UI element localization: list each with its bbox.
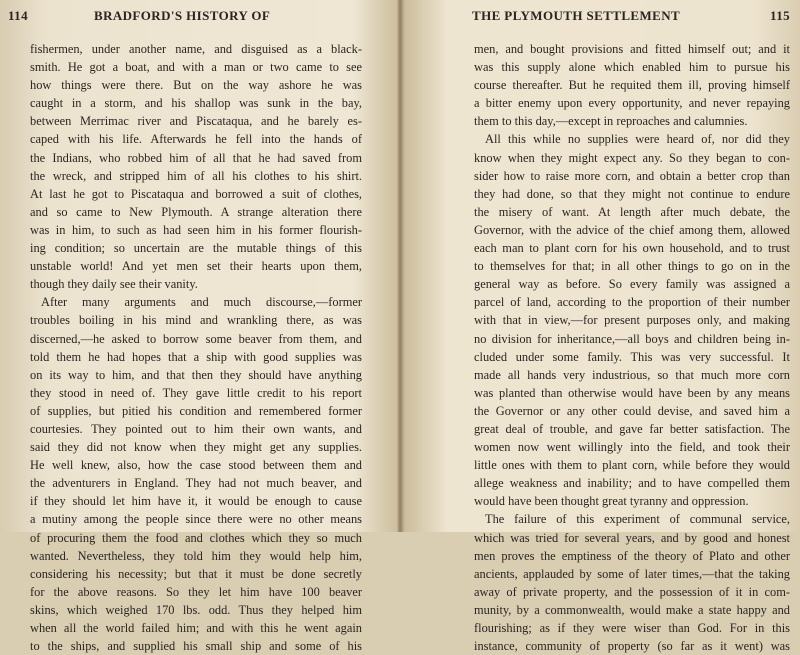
text-line: unstable world! And yet men set their hearts upon them, (30, 259, 362, 274)
text-line: and so came to New Plymouth. A strange alteration there (30, 204, 362, 219)
text-line: munity, by a commonwealth, would make a state happy and (474, 602, 790, 617)
left-page (0, 0, 398, 654)
text-line: between Merrimac river and Piscataqua, and he barely es- (30, 114, 362, 129)
text-line: caught in a storm, and his shallop was sunk in the bay, (30, 96, 362, 111)
text-line: was in him, to such as had seen him in his former flourish- (30, 222, 362, 237)
text-line: with that in view,—for present purposes only, and making (474, 313, 790, 328)
text-line: they stood in need of. They gave little credit to his report (30, 385, 362, 400)
text-line: of supplies, but pitied his condition and remembered former (30, 403, 362, 418)
text-line: the Indians, who robbed him of all that he had saved from (30, 150, 362, 165)
text-line: women now went willingly into the field, and took their (474, 440, 790, 455)
text-line: of procuring them the food and clothes which they so much (30, 530, 362, 545)
text-line: considering his necessity; but that it must be done secretly (30, 566, 362, 581)
text-line: the adventurers in England. They had not much beaver, and (30, 476, 362, 491)
text-line: Governor, with the advice of the chief among them, allowed (474, 222, 790, 237)
text-line: fishermen, under another name, and disguised as a black- (30, 42, 362, 56)
text-line: on its way to him, and that then they should have anything (30, 367, 362, 382)
text-line: discerned,—he asked to borrow some beaver from them, and (30, 331, 362, 346)
text-line: was this supply alone which enabled him to pursue his (474, 60, 790, 75)
running-title: BRADFORD'S HISTORY OF (94, 8, 271, 23)
text-line: ancients, applauded by some of later times,—that the taking (474, 566, 790, 581)
text-line: course thereafter. But he requited them ill, proving himself (474, 78, 790, 93)
text-line: was planted than otherwise would have been by any means (474, 385, 790, 400)
text-line: know when they might expect any. So they began to con- (474, 150, 790, 165)
text-line: away of private property, and the possession of it in com- (474, 584, 790, 599)
text-line: how things were there. But on the way ashore he was (30, 78, 362, 93)
page-body-text (474, 40, 790, 655)
text-line: though they daily see their vanity. (30, 277, 198, 292)
text-line: men proves the emptiness of the theory of Plato and other (474, 548, 790, 563)
text-line: general way as before. So every family was assigned a (474, 277, 790, 292)
text-line: skins, which weighed 170 lbs. odd. Thus they helped him (30, 602, 362, 617)
running-head (472, 8, 790, 26)
text-line: no division for inheritance,—all boys and children being in- (474, 331, 790, 346)
text-line: caped with his life. Afterwards he fell into the hands of (30, 132, 362, 147)
text-line: a bitter enemy upon every opportunity, and never repaying (474, 96, 790, 111)
text-line: cluded under some family. This was very successful. It (474, 349, 790, 364)
running-title: THE PLYMOUTH SETTLEMENT (472, 8, 681, 23)
text-line: sider how to raise more corn, and obtain a better crop than (474, 168, 790, 183)
text-line: At last he got to Piscataqua and borrowed a suit of clothes, (30, 186, 362, 201)
text-line: the misery of want. At length after much debate, the (474, 204, 790, 219)
text-line: All this while no supplies were heard of, nor did they (485, 132, 790, 147)
text-line: courtesies. They pointed out to him their own wants, and (30, 421, 362, 436)
text-line: ing condition; so uncertain are the mutable things of this (30, 241, 362, 256)
text-line: would have been thought great tyranny and oppression. (474, 494, 749, 509)
text-line: wanted. Nevertheless, they told him they would help him, (30, 548, 362, 563)
text-line: each man to plant corn for his own household, and to trust (474, 241, 790, 256)
text-line: which was tried for several years, and by good and honest (474, 530, 790, 545)
text-line: a mutiny among the people since there were no other means (30, 512, 362, 527)
text-line: parcel of land, according to the proportion of their number (474, 295, 790, 310)
text-line: The failure of this experiment of communal service, (485, 512, 790, 527)
right-page (402, 0, 800, 654)
text-line: flourishing; as if they were wiser than God. For in this (474, 621, 790, 635)
text-line: great deal of trouble, and gave far better satisfaction. The (474, 421, 790, 436)
text-line: said they did not know when they might get any supplies. (30, 440, 362, 455)
running-head (8, 8, 368, 26)
text-line: them to this day,—except in reproaches and calumnies. (474, 114, 748, 129)
text-line: After many arguments and much discourse,—former (41, 295, 362, 310)
text-line: if they should let him have it, it would be enough to cause (30, 494, 362, 509)
text-line: the Governor or any other could devise, and saved him a (474, 403, 790, 418)
text-line: made all hands very industrious, so that much more corn (474, 367, 790, 382)
text-line: instance, community of property (so far as it went) was (474, 639, 790, 654)
text-line: when all the world failed him; and with this he went again (30, 621, 362, 635)
text-line: for the above reasons. So they let him have 100 beaver (30, 584, 362, 599)
page-number: 115 (770, 8, 790, 23)
text-line: they had done, so that they might not continue to endure (474, 186, 790, 201)
text-line: men, and bought provisions and fitted himself out; and it (474, 42, 790, 56)
text-line: told them he had hopes that a ship with good supplies was (30, 349, 362, 364)
page-body-text (30, 40, 362, 655)
text-line: allege weakness and inability; and to have compelled them (474, 476, 790, 491)
text-line: He well knew, also, how the case stood between them and (30, 458, 362, 473)
text-line: to themselves for that; in all other things to go on in the (474, 259, 790, 274)
page-number: 114 (8, 8, 28, 23)
text-line: little ones with them to plant corn, while before they would (474, 458, 790, 473)
text-line: the wreck, and stripped him of all his clothes to his shirt. (30, 168, 362, 183)
text-line: smith. He got a boat, and with a man or two came to see (30, 60, 362, 75)
text-line: troubles boiling in his mind and wrankling there, as was (30, 313, 362, 328)
text-line: to the ships, and supplied his small ship and some of his (30, 639, 362, 654)
